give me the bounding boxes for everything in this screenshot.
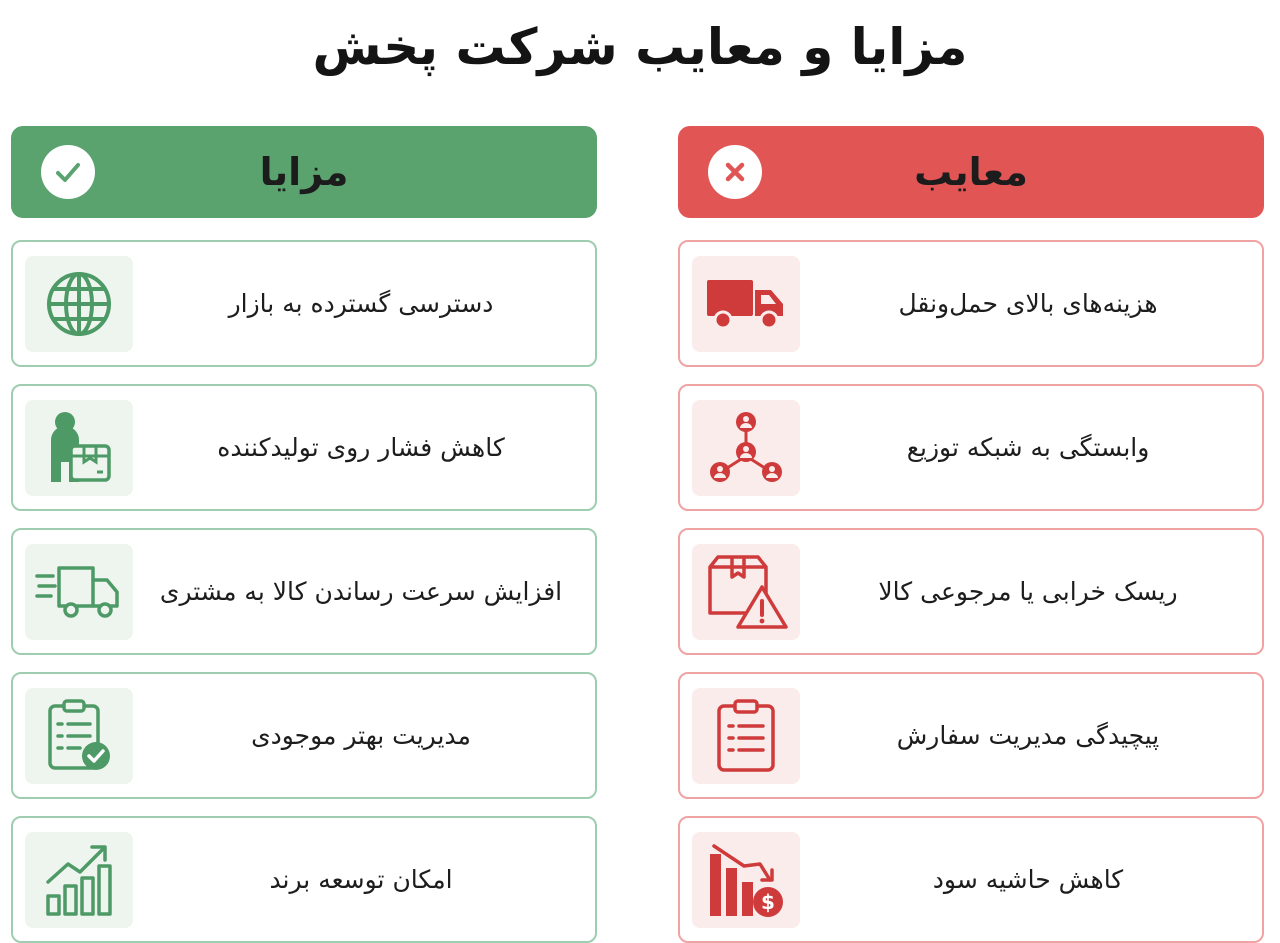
cons-item-label: ریسک خرابی یا مرجوعی کالا bbox=[878, 577, 1178, 606]
pros-item bbox=[11, 672, 597, 799]
globe-icon bbox=[43, 268, 115, 340]
fast-truck-icon bbox=[35, 562, 123, 622]
pros-item-label: کاهش فشار روی تولیدکننده bbox=[217, 433, 505, 462]
cons-item bbox=[678, 672, 1264, 799]
cons-item bbox=[678, 240, 1264, 367]
cons-item-label: وابستگی به شبکه توزیع bbox=[906, 433, 1150, 462]
pros-item bbox=[11, 816, 597, 943]
box-warning-icon bbox=[704, 553, 788, 631]
truck-icon bbox=[705, 276, 787, 332]
page-title: مزایا و معایب شرکت پخش bbox=[312, 18, 968, 76]
cons-header bbox=[678, 126, 1264, 218]
clipboard-check-icon bbox=[44, 698, 114, 774]
cons-column bbox=[678, 126, 1264, 943]
pros-column bbox=[11, 126, 597, 943]
pros-item bbox=[11, 240, 597, 367]
pros-item bbox=[11, 528, 597, 655]
cons-item-label: کاهش حاشیه سود bbox=[932, 865, 1124, 894]
x-icon bbox=[708, 145, 762, 199]
network-icon bbox=[706, 410, 786, 486]
pros-item bbox=[11, 384, 597, 511]
pros-item-label: مدیریت بهتر موجودی bbox=[251, 721, 471, 750]
cons-item bbox=[678, 816, 1264, 943]
cons-item-label: هزینه‌های بالای حمل‌ونقل bbox=[898, 289, 1158, 318]
pros-header-title: مزایا bbox=[259, 150, 349, 194]
pros-item-label: دسترسی گسترده به بازار bbox=[228, 289, 494, 318]
pros-item-label: افزایش سرعت رساندن کالا به مشتری bbox=[159, 577, 563, 606]
cons-header-title: معایب bbox=[914, 150, 1028, 194]
person-box-icon bbox=[43, 410, 115, 486]
check-icon bbox=[41, 145, 95, 199]
pros-item-label: امکان توسعه برند bbox=[269, 865, 453, 894]
declining-profit-icon bbox=[706, 840, 786, 920]
svg-text:$: $ bbox=[761, 890, 775, 914]
growth-chart-icon bbox=[44, 842, 114, 918]
cons-item bbox=[678, 384, 1264, 511]
clipboard-list-icon bbox=[715, 698, 777, 774]
pros-header bbox=[11, 126, 597, 218]
cons-item-label: پیچیدگی مدیریت سفارش bbox=[896, 721, 1160, 750]
cons-item bbox=[678, 528, 1264, 655]
